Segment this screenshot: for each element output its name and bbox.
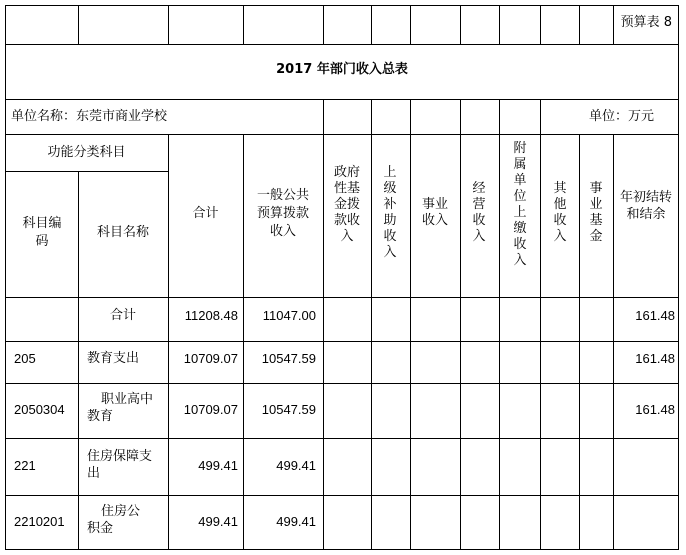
row-name: 教育支出: [87, 351, 140, 366]
rule: [499, 134, 500, 550]
header-business-fund: 事业基金: [589, 181, 603, 244]
rule: [323, 134, 324, 550]
rule: [5, 383, 679, 384]
rule-top: [5, 5, 679, 6]
row-name: 住房保障支出: [87, 449, 153, 481]
rule: [540, 134, 541, 550]
rule: [371, 99, 372, 134]
rule-left: [5, 5, 6, 550]
rule: [78, 5, 79, 44]
rule: [499, 5, 500, 44]
rule: [5, 99, 679, 100]
row-carryover: 161.48: [635, 351, 675, 366]
row-code: 205: [14, 351, 36, 366]
row-general: 10547.59: [261, 402, 316, 417]
rule: [540, 5, 541, 44]
header-other-income: 其他收入: [553, 181, 567, 244]
row-total: 11208.48: [184, 308, 238, 323]
row-code: 221: [14, 458, 36, 473]
unit-name: 单位名称：东莞市商业学校: [11, 109, 168, 124]
rule: [5, 134, 679, 135]
rule: [168, 134, 169, 550]
rule-right: [678, 5, 679, 550]
rule: [323, 99, 324, 134]
unit-label: 单位：万元: [589, 109, 655, 124]
table-number: 预算表 8: [620, 15, 672, 30]
row-code: 2050304: [14, 402, 65, 417]
rule: [5, 495, 679, 496]
rule: [5, 171, 168, 172]
row-general: 499.41: [276, 458, 316, 473]
row-total: 499.41: [198, 514, 238, 529]
rule: [323, 5, 324, 44]
header-func-class: 功能分类科目: [47, 145, 126, 160]
row-carryover: 161.48: [635, 308, 675, 323]
rule: [168, 5, 169, 44]
header-affiliated-income: 附属单位上缴收入: [513, 141, 527, 268]
rule: [410, 99, 411, 134]
header-upper-subsidy: 上级补助收入: [383, 165, 397, 260]
header-operating-income: 经营收入: [472, 181, 486, 244]
header-name: 科目名称: [96, 225, 149, 240]
rule: [613, 134, 614, 550]
rule: [410, 5, 411, 44]
header-code: 科目编码: [22, 216, 62, 249]
rule: [371, 5, 372, 44]
row-general: 10547.59: [261, 351, 316, 366]
row-general: 11047.00: [262, 308, 316, 323]
row-name: 合计: [109, 308, 136, 323]
header-business-income: 事业收入: [421, 197, 448, 228]
row-code: 2210201: [14, 514, 65, 529]
rule: [499, 99, 500, 134]
rule: [243, 5, 244, 44]
row-total: 10709.07: [183, 402, 238, 417]
rule: [5, 438, 679, 439]
budget-table: [5, 5, 679, 550]
row-name: 职业高中教育: [87, 392, 154, 424]
row-general: 499.41: [276, 514, 316, 529]
rule: [579, 134, 580, 550]
row-carryover: 161.48: [635, 402, 675, 417]
row-total: 10709.07: [183, 351, 238, 366]
rule: [5, 297, 679, 298]
rule: [540, 99, 541, 134]
header-carryover: 年初结转和结余: [619, 190, 672, 222]
rule: [460, 5, 461, 44]
header-gov-fund: 政府性基金拨款收入: [333, 165, 360, 244]
rule: [460, 99, 461, 134]
rule: [243, 134, 244, 550]
header-general-budget: 一般公共预算拨款收入: [256, 188, 309, 239]
row-total: 499.41: [198, 458, 238, 473]
rule: [371, 134, 372, 550]
row-name: 住房公积金: [87, 504, 141, 536]
rule: [579, 5, 580, 44]
header-total: 合计: [192, 206, 219, 221]
rule: [5, 341, 679, 342]
rule: [460, 134, 461, 550]
rule-bottom: [5, 549, 679, 550]
rule: [5, 44, 679, 45]
rule: [410, 134, 411, 550]
table-title: 2017 年部门收入总表: [276, 62, 408, 77]
